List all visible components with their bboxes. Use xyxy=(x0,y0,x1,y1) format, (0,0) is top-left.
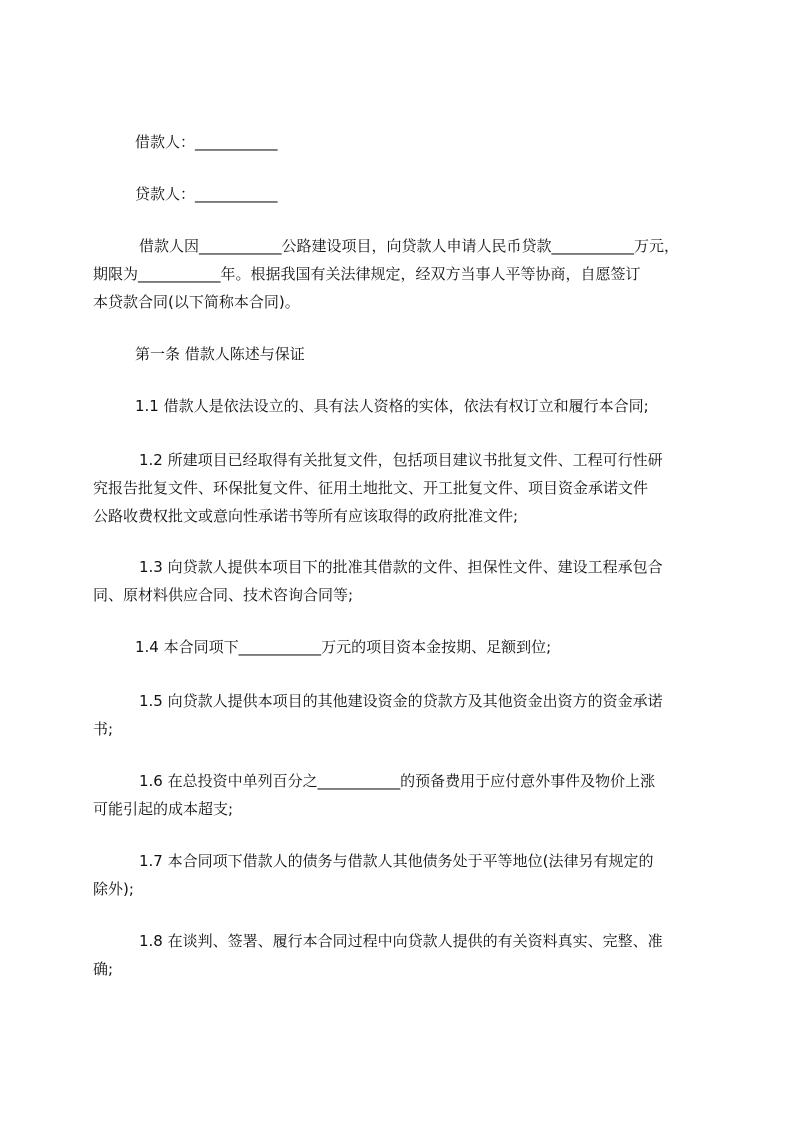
clause-1-6-line-1: 1.6 在总投资中单列百分之___________的预备费用于应付意外事件及物价上涨 xyxy=(139,772,656,790)
clause-1-8-line-1: 1.8 在谈判、签署、履行本合同过程中向贷款人提供的有关资料真实、完整、准 xyxy=(139,932,663,950)
clause-1-6-line-2: 可能引起的成本超支; xyxy=(93,800,234,818)
clause-1-8-line-2: 确; xyxy=(93,960,114,978)
clause-1-3-line-2: 同、原材料供应合同、技术咨询合同等; xyxy=(93,586,354,604)
article-1-title: 第一条 借款人陈述与保证 xyxy=(135,345,305,363)
clause-1-2-line-2: 究报告批复文件、环保批复文件、征用土地批文、开工批复文件、项目资金承诺文件 xyxy=(93,479,649,497)
clause-1-3-line-1: 1.3 向贷款人提供本项目下的批准其借款的文件、担保性文件、建设工程承包合 xyxy=(139,558,663,576)
clause-1-5-line-2: 书; xyxy=(93,720,114,738)
clause-1-4: 1.4 本合同项下___________万元的项目资本金按期、足额到位; xyxy=(135,638,552,656)
clause-1-2-line-1: 1.2 所建项目已经取得有关批复文件，包括项目建议书批复文件、工程可行性研 xyxy=(139,451,663,469)
intro-line-2: 期限为___________年。根据我国有关法律规定，经双方当事人平等协商，自愿签订 xyxy=(93,265,641,283)
clause-1-1: 1.1 借款人是依法设立的、具有法人资格的实体，依法有权订立和履行本合同; xyxy=(135,397,649,415)
clause-1-2-line-3: 公路收费权批文或意向性承诺书等所有应该取得的政府批准文件; xyxy=(93,507,519,525)
clause-1-5-line-1: 1.5 向贷款人提供本项目的其他建设资金的贷款方及其他资金出资方的资金承诺 xyxy=(139,692,663,710)
lender-line: 贷款人：___________ xyxy=(135,185,278,203)
borrower-line: 借款人：___________ xyxy=(135,133,278,151)
intro-line-1: 借款人因___________公路建设项目，向贷款人申请人民币贷款___________万元， xyxy=(139,237,680,255)
clause-1-7-line-1: 1.7 本合同项下借款人的债务与借款人其他债务处于平等地位(法律另有规定的 xyxy=(139,852,654,870)
intro-line-3: 本贷款合同(以下简称本合同)。 xyxy=(93,293,300,311)
clause-1-7-line-2: 除外); xyxy=(93,880,134,898)
